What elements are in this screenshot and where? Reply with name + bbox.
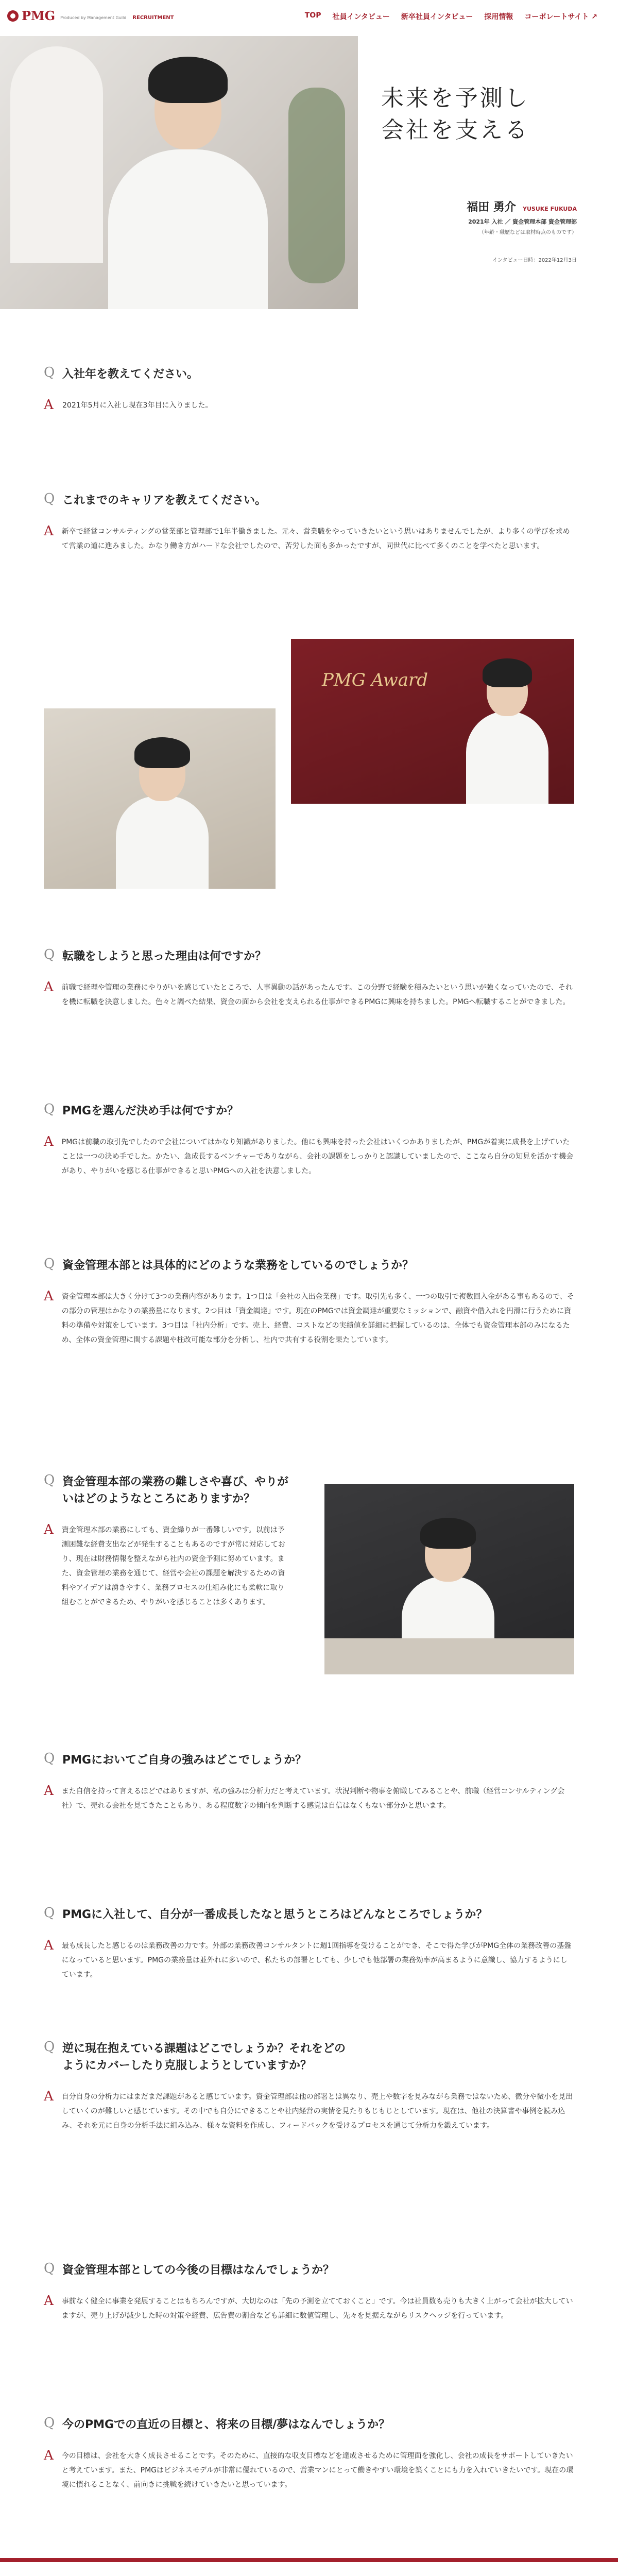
hero-title-line1: 未来を予測し (381, 85, 529, 111)
pmg-logo[interactable] (7, 8, 174, 23)
a-mark-icon: A (44, 1134, 54, 1149)
qa-item (44, 1906, 574, 1982)
hero-name-block (407, 198, 577, 235)
q-mark-icon: Q (44, 1472, 55, 1488)
qa-item (44, 2040, 574, 2133)
nav-corporate-site[interactable]: コーポレートサイト ↗ (524, 13, 597, 21)
answer: 資金管理本部は大きく分けて3つの業務内容があります。1つ目は「会社の入出金業務」です。取引先も多く、一つの取引で複数回入金がある事もあるので、その部分の管理はかなりの業務量になります。2つ目は「資金調達」です。現在のPMGでは資金調達が重要なミッションで、融資や借入れを円滑に行うために資料の準備や対策をしています。3つ目は「社内分析」です。売上、経費、コストなどの実績値を詳細に把握しているのは、全体でも資金管理本部のみになるため、全体の資金管理に関する課題や柱改可能な部分を分析し、社内で共有する役割を果たしています。 (61, 1293, 574, 1344)
answer: 自分自身の分析力にはまだまだ課題があると感じています。資金管理部は他の部署とは異なり、売上や数字を見みながら業務ではないため、微分や微小を見出していくのが難しいと感じています。その中でも自分にできることや社内経営の実情を見たりもじもじとしています。現在は、他社の決算書や事例を読み込み、それを元に自身の分析手法に組み込み、様々な資料を作成し、フィードバックを受けるプロセスを通じて分析力を鍛えています。 (61, 2093, 573, 2130)
question: 今のPMGでの直近の目標と、将来の目標/夢はなんでしょうか？ (62, 2418, 390, 2431)
logo-text: PMG (22, 8, 56, 23)
q-mark-icon: Q (44, 365, 55, 380)
qa-item (44, 1257, 574, 1347)
logo-recruitment: RECRUITMENT (132, 15, 174, 21)
answer: 2021年5月に入社し現在3年目に入りました。 (62, 401, 213, 410)
award-text: PMG Award (322, 670, 428, 690)
a-mark-icon: A (44, 2089, 54, 2104)
q-mark-icon: Q (44, 1256, 55, 1272)
hero-plant (288, 88, 345, 283)
logo-mark-icon (7, 10, 19, 22)
q-mark-icon: Q (44, 2039, 55, 2055)
a-mark-icon: A (44, 2293, 54, 2309)
answer: また自信を持って言えるほどではありますが、私の強みは分析力だと考えています。状況判断や物事を俯瞰してみることや、前職（経営コンサルティング会社）で、売れる会社を見てきたこともあり、ある程度数字の傾向を判断する感覚は自信はなくもない部分かと思います。 (61, 1787, 565, 1810)
q-mark-icon: Q (44, 1905, 55, 1921)
answer: PMGは前職の取引先でしたので会社についてはかなり知識がありました。他にも興味を持った会社はいくつかありましたが、PMGが着実に成長を上げていたことは一つの決め手でした。かたい、急成長するベンチャーでありながら、会社の課題をしっかりと認識していましたので、ここなら自分の知見を活かす機会があり、やりがいを感じる仕事ができると思いPMGへの入社を決意しました。 (61, 1138, 574, 1175)
a-mark-icon: A (44, 1938, 54, 1953)
a-mark-icon: A (44, 1289, 54, 1304)
nav-newgrad-interview[interactable]: 新卒社員インタビュー (401, 13, 473, 21)
hero-person (103, 46, 273, 309)
interview-date: インタビュー日時：2022年12月3日 (492, 258, 577, 263)
qa-item (44, 366, 574, 413)
question: これまでのキャリアを教えてください。 (62, 494, 267, 507)
answer: 前職で経理や管理の業務にやりがいを感じていたところで、人事異動の話があったんです。この分野で経験を積みたいという思いが強くなっていたので、それを機に転職を決意しました。色々と調べた結果、資金の面から会社を支えられる仕事ができるPMGに興味を持ちました。PMGへ転職することができました。 (61, 984, 573, 1006)
award-photo (291, 639, 574, 804)
question: 逆に現在抱えている課題はどこでしょうか？それをどのようにカバーしたり克服しようとしていますか？ (62, 2042, 346, 2072)
hero-title (381, 82, 597, 146)
nav-top[interactable]: TOP (304, 11, 321, 20)
a-mark-icon: A (44, 1783, 54, 1799)
office-photo (44, 708, 276, 889)
hero-title-line2: 会社を支える (381, 116, 529, 143)
q-mark-icon: Q (44, 1751, 55, 1766)
nav-recruit-info[interactable]: 採用情報 (484, 13, 513, 21)
q-mark-icon: Q (44, 2415, 55, 2431)
q-mark-icon: Q (44, 1101, 55, 1117)
site-header (0, 0, 618, 36)
hero-arch-bg (10, 46, 103, 263)
qa-item (44, 1473, 291, 1609)
logo-subtitle: Produced by Management Guild (60, 15, 127, 20)
question: 資金管理本部としての今後の目標はなんでしょうか？ (62, 2264, 335, 2277)
desk-photo (324, 1484, 574, 1674)
qa-item (44, 1103, 574, 1178)
qa-item (44, 492, 574, 553)
answer: 今の目標は、会社を大きく成長させることです。そのために、直接的な収支目標などを達成させるために管理面を強化し、会社の成長をサポートしていきたいと考えています。また、PMGはビジネスモデルが非常に優れているので、営業マンにとって働きやすい環境を築くことにも力を入れていきたいです。現在の環境に慣れることなく、前向きに挑戦を続けていきたいと思っています。 (61, 2452, 574, 2489)
question: 資金管理本部の業務の難しさや喜び、やりがいはどのようなところにありますか？ (62, 1476, 289, 1505)
hero-role: 2021年 入社 ／ 資金管理本部 資金管理部 (468, 218, 577, 225)
answer: 資金管理本部の業務にしても、資金繰りが一番難しいです。以前は予測困難な経費支出などが発生することもあるのですが常に対応しており、現在は財務情報を整えながら社内の資金予測に努めています。また、資金管理の業務を通じて、経営や会社の課題を解決するための資料やアイデアは湧きやすく、業務プロセスの仕組み化にも柔軟に取り組むことができるため、やりがいを感じることは多くあります。 (61, 1526, 285, 1606)
nav-employee-interview[interactable]: 社員インタビュー (332, 13, 390, 21)
qa-item (44, 2416, 574, 2492)
answer: 新卒で経営コンサルティングの営業部と管理部で1年半働きました。元々、営業職をやっていきたいという思いはありませんでしたが、より多くの学びを求めて営業の道に進みました。かなり働き方がハードな会社でしたので、苦労した面も多かったですが、同世代に比べて多くのことを学べたと思います。 (61, 528, 570, 550)
qa-item (44, 948, 574, 1009)
main-nav (305, 11, 597, 22)
answer: 最も成長したと感じるのは業務改善の力です。外部の業務改善コンサルタントに週1回指導を受けることができ、そこで得た学びがPMG全体の業務改善の基盤になっていると思います。PMGの業務量は並外れに多いので、私たちの部署としても、少しでも他部署の業務効率が高まるように意識し、協力するようにしています。 (61, 1942, 572, 1979)
a-mark-icon: A (44, 1522, 54, 1537)
question: PMGを選んだ決め手は何ですか？ (62, 1105, 239, 1117)
a-mark-icon: A (44, 2448, 54, 2463)
qa-item (44, 1752, 574, 1813)
question: PMGに入社して、自分が一番成長したなと思うところはどんなところでしょうか？ (62, 1908, 488, 1921)
question: 資金管理本部とは具体的にどのような業務をしているのでしょうか？ (62, 1259, 414, 1272)
question: 転職をしようと思った理由は何ですか？ (62, 950, 267, 963)
q-mark-icon: Q (44, 491, 55, 506)
question: 入社年を教えてください。 (62, 368, 199, 381)
q-mark-icon: Q (44, 947, 55, 962)
section-divider (0, 2558, 618, 2562)
hero-name: 福田 勇介 (467, 201, 516, 214)
question: PMGにおいてご自身の強みはどこでしょうか？ (62, 1754, 307, 1767)
answer: 事前なく健全に事業を発展することはもちろんですが、大切なのは「先の予測を立てておくこと」です。今は社員数も売りも大きく上がって会社が拡大していますが、売り上げが減少した時の対策や経費、広告費の割合なども詳細に数値管理し、先々を見据えながらリスクヘッジを行っています。 (61, 2297, 573, 2320)
a-mark-icon: A (44, 397, 54, 413)
a-mark-icon: A (44, 979, 54, 995)
hero-photo (0, 36, 358, 309)
hero-role-note: （年齢・職歴などは取材時点のものです） (479, 230, 577, 235)
q-mark-icon: Q (44, 2261, 55, 2276)
hero-name-en: YUSUKE FUKUDA (523, 206, 577, 212)
qa-item (44, 2262, 574, 2323)
a-mark-icon: A (44, 523, 54, 539)
